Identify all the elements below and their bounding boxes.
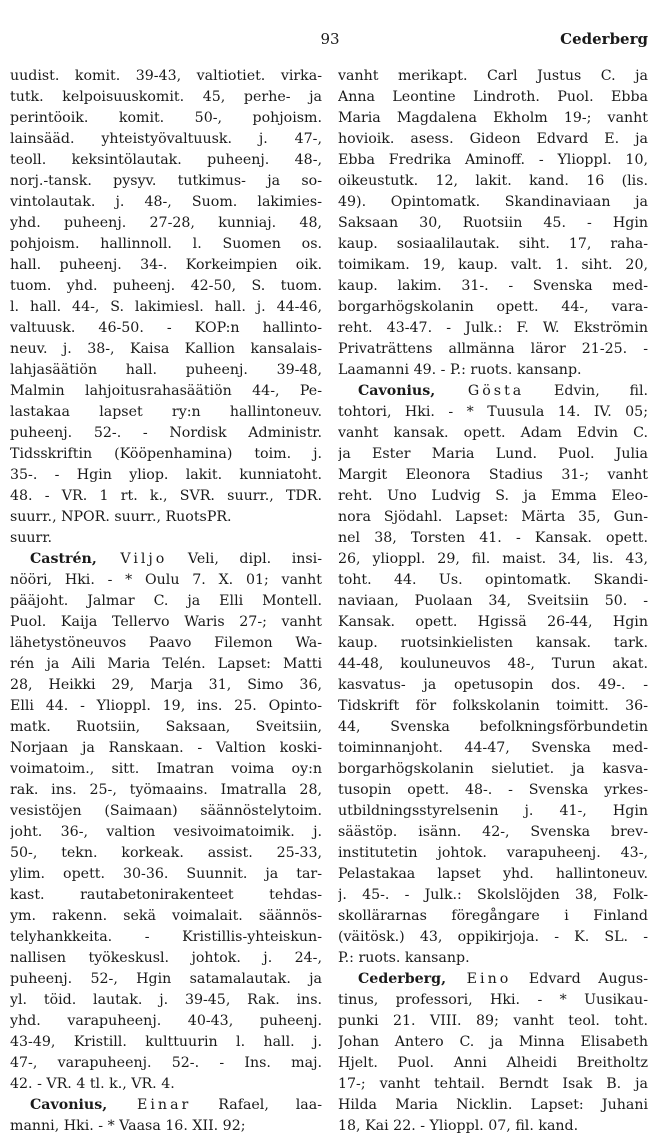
text-line: Privaträttens allmänna läror 21-25. - [338,341,648,357]
text-line: toimikam. 19, kaup. valt. 1. siht. 20, [338,257,648,273]
text-line: j. 45-. - Julk.: Skolslöjden 38, Folk- [338,887,648,903]
text-line: 49). Opintomatk. Skandinaviaan ja [338,194,648,210]
text-line: 28, Heikki 29, Marja 31, Simo 36, [10,677,322,693]
text-line: 42. - VR. 4 tl. k., VR. 4. [10,1076,175,1092]
text-line: rén ja Aili Maria Telén. Lapset: Matti [10,656,322,672]
text-line: (väitösk.) 43, oppikirjoja. - K. SL. - [338,929,648,945]
text-line: Cederberg, Eino Edvard Augus- [358,971,648,987]
text-line: reht. 43-47. - Julk.: F. W. Ekströmin [338,320,648,336]
text-line: 50-, tekn. korkeak. assist. 25-33, [10,845,322,861]
text-line: joht. 36-, valtion vesivoimatoimik. j. [10,824,322,840]
text-line: yhd. varapuheenj. 40-43, puheenj. [10,1013,322,1029]
text-line: Norjaan ja Ranskaan. - Valtion koski- [10,740,322,756]
text-line: tusopin opett. 48-. - Svenska yrkes- [338,782,648,798]
text-line: 47-, varapuheenj. 52-. - Ins. maj. [10,1055,322,1071]
text-line: pohjoism. hallinnoll. l. Suomen os. [10,236,322,252]
text-line: vesistöjen (Saimaan) säännöstelytoim. [10,803,322,819]
text-line: 43-49, Kristill. kulttuurin l. hall. j. [10,1034,322,1050]
text-line: Ebba Fredrika Aminoff. - Ylioppl. 10, [338,152,648,168]
text-line: punki 21. VIII. 89; vanht teol. toht. [338,1013,648,1029]
text-line: kaup. ruotsinkielisten kansak. tark. [338,635,648,651]
text-line: toiminnanjoht. 44-47, Svenska med- [338,740,648,756]
page-header [0,30,672,52]
text-line: säästöp. isänn. 42-, Svenska brev- [338,824,648,840]
text-line: matk. Ruotsiin, Saksaan, Sveitsiin, [10,719,322,735]
text-line: Margit Eleonora Stadius 31-; vanht [338,467,648,483]
text-line: Tidsskriftin (Kööpenhamina) toim. j. [10,446,322,462]
text-line: skollärarnas föregångare i Finland [338,908,648,924]
text-line: kasvatus- ja opetusopin dos. 49-. - [338,677,648,693]
text-line: Cavonius, Gösta Edvin, fil. [358,383,648,399]
text-line: puheenj. 52-, Hgin satamalautak. ja [10,971,322,987]
text-line: institutetin johtok. varapuheenj. 43-, [338,845,648,861]
text-line: tutk. kelpoisuuskomit. 45, perhe- ja [10,89,322,105]
text-line: nallisen työkeskusl. johtok. j. 24-, [10,950,322,966]
text-line: 35-. - Hgin yliop. lakit. kunniatoht. [10,467,322,483]
text-line: vanht merikapt. Carl Justus C. ja [338,68,648,84]
text-line: neuv. j. 38-, Kaisa Kallion kansalais- [10,341,322,357]
text-line: nööri, Hki. - * Oulu 7. X. 01; vanht [10,572,322,588]
text-line: telyhankkeita. - Kristillis-yhteiskun- [10,929,322,945]
text-line: 18, Kai 22. - Ylioppl. 07, fil. kand. [338,1118,579,1134]
text-line: naviaan, Puolaan 34, Sveitsiin 50. - [338,593,648,609]
text-line: 48. - VR. 1 rt. k., SVR. suurr., TDR. [10,488,322,504]
text-line: Johan Antero C. ja Minna Elisabeth [338,1034,648,1050]
text-line: ym. rakenn. sekä voimalait. säännös- [10,908,322,924]
text-line: tuom. yhd. puheenj. 42-50, S. tuom. [10,278,322,294]
text-line: uudist. komit. 39-43, valtiotiet. virka- [10,68,322,84]
text-line: Elli 44. - Ylioppl. 19, ins. 25. Opinto- [10,698,322,714]
text-line: Hjelt. Puol. Anni Alheidi Breitholtz [338,1055,648,1071]
text-line: nel 38, Torsten 41. - Kansak. opett. [338,530,648,546]
text-line: 44-48, kouluneuvos 48-, Turun akat. [338,656,648,672]
text-line: norj.-tansk. pysyv. tutkimus- ja so- [10,173,322,189]
text-line: teoll. keksintölautak. puheenj. 48-, [10,152,322,168]
text-line: lastakaa lapset ry:n hallintoneuv. [10,404,322,420]
text-line: l. hall. 44-, S. lakimiesl. hall. j. 44-46, [10,299,322,315]
text-line: nora Sjödahl. Lapset: Märta 35, Gun- [338,509,648,525]
text-line: yhd. puheenj. 27-28, kunniaj. 48, [10,215,322,231]
text-line: perintöoik. komit. 50-, pohjoism. [10,110,322,126]
text-line: valtuusk. 46-50. - KOP:n hallinto- [10,320,322,336]
text-line: kast. rautabetonirakenteet tehdas- [10,887,322,903]
text-line: manni, Hki. - * Vaasa 16. XII. 92; [10,1118,246,1134]
text-line: P.: ruots. kansanp. [338,950,470,966]
text-line: tohtori, Hki. - * Tuusula 14. IV. 05; [338,404,648,420]
page-number: 93 [320,30,340,48]
text-line: hall. puheenj. 34-. Korkeimpien oik. [10,257,322,273]
text-line: vintolautak. j. 48-, Suom. lakimies- [10,194,322,210]
text-line: lainsääd. yhteistyövaltuusk. j. 47-, [10,131,322,147]
text-line: vanht kansak. opett. Adam Edvin C. [338,425,648,441]
running-head: Cederberg [560,30,648,48]
text-line: oikeustutk. 12, lakit. kand. 16 (lis. [338,173,648,189]
text-line: kaup. lakim. 31-. - Svenska med- [338,278,648,294]
text-line: kaup. sosiaalilautak. siht. 17, raha- [338,236,648,252]
text-line: suurr., NPOR. suurr., RuotsPR. [10,509,232,525]
text-line: 44, Svenska befolkningsförbundetin [338,719,648,735]
text-line: 26, ylioppl. 29, fil. maist. 34, lis. 43, [338,551,648,567]
text-line: Tidskrift för folkskolanin toimitt. 36- [338,698,648,714]
right-column [338,66,648,1137]
text-line: lähetystöneuvos Paavo Filemon Wa- [10,635,322,651]
text-line: pääjoht. Jalmar C. ja Elli Montell. [10,593,322,609]
text-line: Malmin lahjoitusrahasäätiön 44-, Pe- [10,383,322,399]
text-line: hovioik. asess. Gideon Edvard E. ja [338,131,648,147]
text-line: Kansak. opett. Hgissä 26-44, Hgin [338,614,648,630]
text-line: ylim. opett. 30-36. Suunnit. ja tar- [10,866,322,882]
text-line: tinus, professori, Hki. - * Uusikau- [338,992,648,1008]
text-line: Castrén, Viljo Veli, dipl. insi- [30,551,322,567]
text-line: Pelastakaa lapset yhd. hallintoneuv. [338,866,648,882]
text-line: borgarhögskolanin sielutiet. ja kasva- [338,761,648,777]
text-line: Cavonius, Einar Rafael, laa- [30,1097,322,1113]
text-line: Maria Magdalena Ekholm 19-; vanht [338,110,648,126]
text-line: utbildningsstyrelsenin j. 41-, Hgin [338,803,648,819]
text-line: Laamanni 49. - P.: ruots. kansanp. [338,362,582,378]
text-line: reht. Uno Ludvig S. ja Emma Eleo- [338,488,648,504]
text-line: suurr. [10,530,53,546]
text-line: borgarhögskolanin opett. 44-, vara- [338,299,648,315]
left-column [10,66,322,1137]
text-line: Anna Leontine Lindroth. Puol. Ebba [338,89,648,105]
text-line: puheenj. 52-. - Nordisk Administr. [10,425,322,441]
text-line: yl. töid. lautak. j. 39-45, Rak. ins. [10,992,322,1008]
text-line: Hilda Maria Nicklin. Lapset: Juhani [338,1097,648,1113]
text-line: Puol. Kaija Tellervo Waris 27-; vanht [10,614,322,630]
text-line: 17-; vanht tehtail. Berndt Isak B. ja [338,1076,648,1092]
text-line: ja Ester Maria Lund. Puol. Julia [338,446,648,462]
text-line: Saksaan 30, Ruotsiin 45. - Hgin [338,215,648,231]
text-line: voimatoim., sitt. Imatran voima oy:n [10,761,322,777]
text-line: rak. ins. 25-, työmaains. Imatralla 28, [10,782,322,798]
text-line: toht. 44. Us. opintomatk. Skandi- [338,572,648,588]
text-line: lahjasäätiön hall. puheenj. 39-48, [10,362,322,378]
